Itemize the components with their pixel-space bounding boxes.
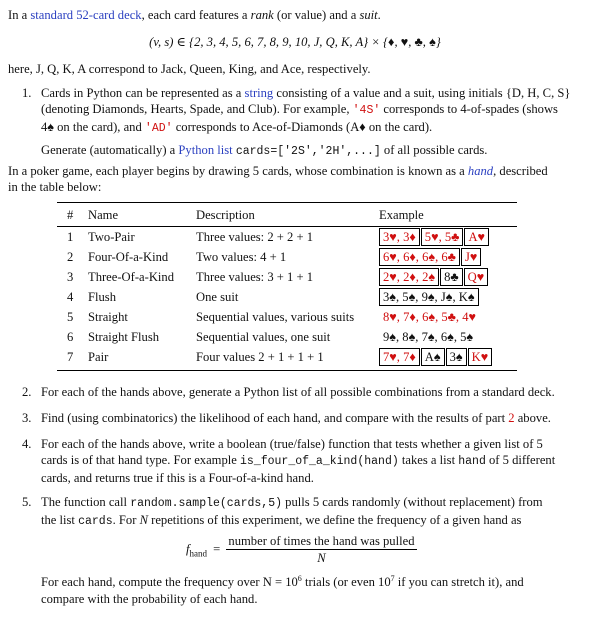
example-two-pair: 3♥, 3♦ 5♥, 5♣ A♥ (379, 227, 527, 247)
code-hand: hand (458, 455, 486, 469)
code-cards: cards=['2S','2H',...] (235, 145, 381, 159)
string-link[interactable]: string (244, 86, 274, 100)
col-example: Example (379, 207, 424, 222)
code-4s: '4S' (352, 104, 381, 118)
q5-closing: For each hand, compute the frequency over $N = 10^6$ trials (or even $10^7$ if you can stretch it), and compare with the probability of each hand. (41, 574, 524, 606)
frequency-formula: $f_{hand}$ = $\frac{\text{number of times the hand was pulled}}{N}$ (186, 534, 415, 566)
table-row: 7 Pair Four values 2 + 1 + 1 + 1 7♥, 7♦ A♠ 3♠ K♥ (57, 347, 527, 367)
example-four-kind: 6♥, 6♦, 6♠, 6♣ J♥ (379, 247, 527, 267)
col-number: # (67, 207, 74, 222)
example-pair: 7♥, 7♦ A♠ 3♠ K♥ (379, 347, 527, 367)
table-row: 6 Straight Flush Sequential values, one suit 9♠, 8♠, 7♠, 6♠, 5♠ (57, 327, 527, 347)
code-ad: 'AD' (144, 122, 173, 136)
question-number: 1. (22, 86, 32, 100)
intro-text-2: , each card features a (141, 8, 248, 22)
q1-line-3: 4♠ on the card), and 'AD' corresponds to Ace-of-Diamonds (A♦ on the card). (41, 120, 433, 136)
question-number: 4. (22, 437, 32, 451)
question-number: 3. (22, 411, 32, 425)
python-list-link[interactable]: Python list (178, 143, 233, 158)
hand-link[interactable]: hand (467, 164, 494, 178)
question-number: 5. (22, 495, 32, 509)
col-description: Description (196, 207, 255, 222)
code-cards-list: cards (78, 514, 113, 528)
poker-paragraph: In a poker game, each player begins by drawing 5 cards, whose combination is known as a hand, described in the table below: (8, 164, 548, 195)
example-flush: 3♠, 5♠, 9♠, J♠, K♠ (379, 287, 527, 307)
part-reference-link[interactable]: 2 (508, 411, 515, 425)
intro-text-3: (or value) and a (276, 8, 357, 22)
question-3: 3. Find (using combinatorics) the likelihood of each hand, and compare with the results of part 2 above. (22, 411, 551, 425)
question-1 (22, 85, 577, 160)
example-straight: 8♥, 7♦, 6♠, 5♣, 4♥ (383, 309, 477, 324)
deck-formula: (v, s) ∈ {2, 3, 4, 5, 6, 7, 8, 9, 10, J, Q, K, A} × {♦, ♥, ♣, ♠} (149, 35, 441, 49)
table-row: 2 Four-Of-a-Kind Two values: 4 + 1 6♥, 6♦, 6♠, 6♣ J♥ (57, 247, 527, 267)
intro-text-4: . (377, 8, 381, 22)
intro-paragraph (8, 7, 583, 23)
question-2: 2. For each of the hands above, generate a Python list of all possible combinations from a standard deck. (22, 385, 555, 399)
code-random-sample: random.sample(cards,5) (130, 497, 283, 510)
intro-here: here, J, Q, K, A correspond to Jack, Queen, King, and Ace, respectively. (8, 62, 371, 76)
deck-link[interactable]: standard 52-card deck (30, 8, 142, 22)
table-row: 1 Two-Pair Three values: 2 + 2 + 1 3♥, 3♦ 5♥, 5♣ A♥ (57, 227, 527, 247)
intro-text: In a (8, 8, 28, 22)
frequency-fraction: $\frac{\text{number of times the hand was pulled}}{N}$ (228, 534, 415, 566)
code-four-kind-fn: is_four_of_a_kind(hand) (240, 455, 399, 469)
question-number: 2. (22, 385, 32, 399)
col-name: Name (88, 207, 119, 222)
suit-term: suit (359, 8, 378, 22)
table-header-row (57, 203, 527, 227)
table-row: 5 Straight Sequential values, various suits 8♥, 7♦, 6♠, 5♣, 4♥ (57, 307, 527, 327)
rank-term: rank (250, 8, 274, 22)
table-row: 3 Three-Of-a-Kind Three values: 3 + 1 + 1 2♥, 2♦, 2♠ 8♣ Q♥ (57, 267, 527, 287)
example-three-kind: 2♥, 2♦, 2♠ 8♣ Q♥ (379, 267, 527, 287)
question-4: 4. For each of the hands above, write a boolean (true/false) function that tests whether a given list of 5 cards is of that hand type. For example is_four_of_a_kind(hand) takes a list hand of 5 different cards, and returns true if this is a Four-of-a-kind hand. (22, 437, 556, 486)
hands-table (57, 203, 527, 367)
table-row: 4 Flush One suit 3♠, 5♠, 9♠, J♠, K♠ (57, 287, 527, 307)
q1-line-2: (denoting Diamonds, Hearts, Spade, and Club). For example, '4S' corresponds to 4-of-spades (shows (41, 102, 558, 118)
example-straight-flush: 9♠, 8♠, 7♠, 6♠, 5♠ (383, 329, 474, 344)
q1-line-1: Cards in Python can be represented as a string consisting of a value and a suit, using initials {D, H, C, S} (41, 86, 571, 100)
table-bottom-rule (57, 370, 517, 371)
question-5: 5. The function call random.sample(cards,5) pulls 5 cards randomly (without replacement) from the list cards. For N repetitions of this experiment, we define the frequency of a given hand as (22, 495, 543, 528)
q1-line-4: Generate (automatically) a Python list cards=['2S','2H',...] of all possible cards. (41, 143, 488, 159)
